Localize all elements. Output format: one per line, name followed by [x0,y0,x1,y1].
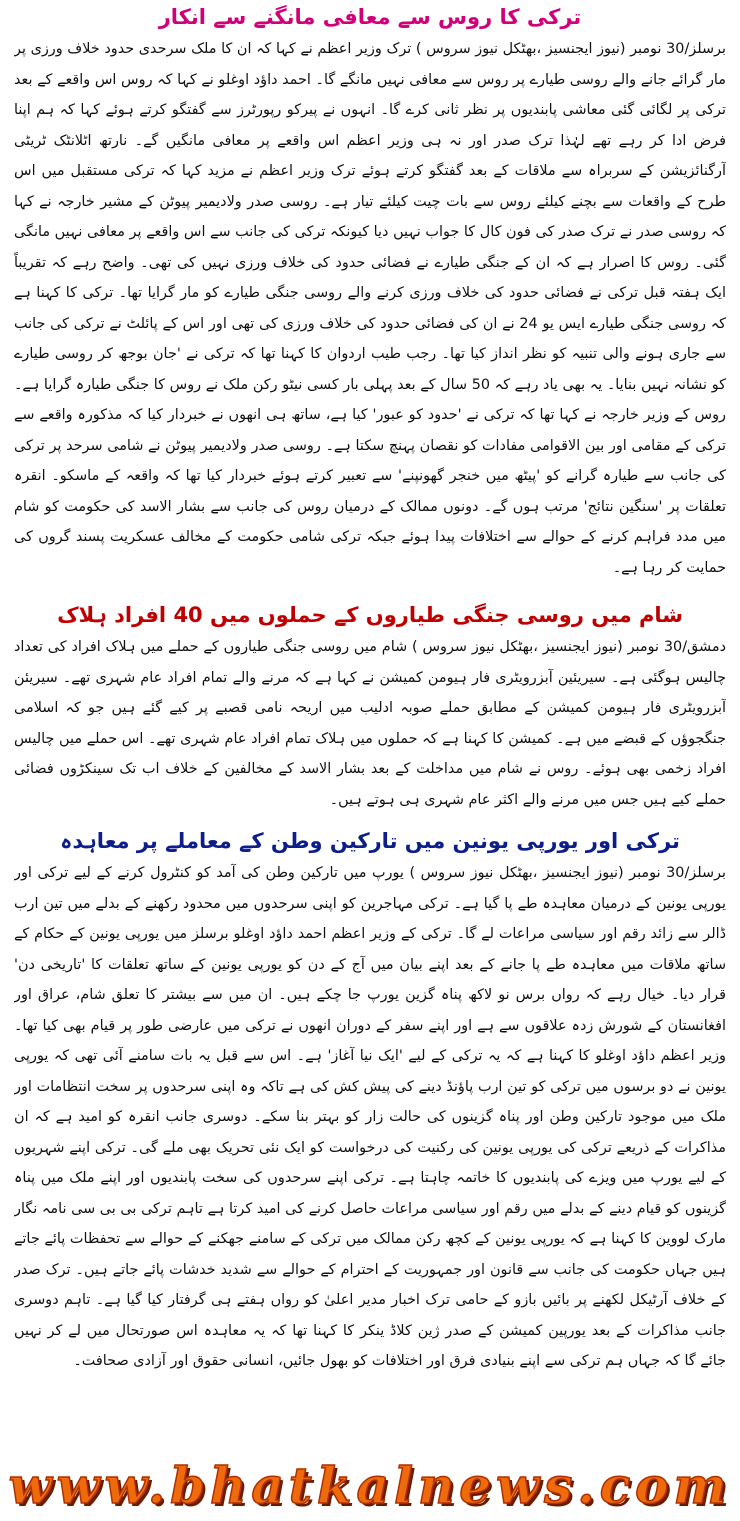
website-url: www.bhatkalnews.com [8,1456,732,1515]
website-footer [0,1451,740,1521]
article-headline: ترکی اور یورپی یونین میں تارکین وطن کے معاملے پر معاہدہ [60,829,680,853]
article-body: برسلز/30 نومبر (نیوز ایجنسیز ،بھٹکل نیوز سروس ) ترک وزیر اعظم نے کہا کہ ان کا ملک سرحدی حدود خلاف ورزی پر مار گرائے جانے والے روسی طیارے پر روس سے معافی نہیں مانگے گا۔ احمد داؤد اوغلو نے کہا کہ روس اس واقعے کے بعد ترکی پر لگائی گئی معاشی پابندیوں پر نظر ثانی کرے گا۔ انہوں نے پیرکو رپورٹرز سے گفتگو کرتے ہوئے کہا کہ ہم اپنا فرض ادا کر رہے تھے لہٰذا ترک صدر اور نہ ہی وزیر اعظم اس واقعے پر معافی مانگیں گے۔ نارتھ اٹلانٹک ٹریٹی آرگنائزیشن کے سربراہ سے ملاقات کے بعد گفتگو کرتے ہوئے ترک وزیر اعظم نے مزید کہا کہ ترکی مستقبل میں اس طرح کے واقعات سے بچنے کیلئے روس سے بات چیت کیلئے تیار ہے۔ روسی صدر ولادیمیر پیوٹن کے مشیر خارجہ نے کہا کہ روسی صدر نے ترک صدر کی فون کال کا جواب نہیں دیا کیونکہ ترکی کی جانب سے اس واقعے پر معافی نہیں مانگی گئی۔ روس کا اصرار ہے کہ ان کے جنگی طیارے نے فضائی حدود کی خلاف ورزی نہیں کی تھی۔ واضح رہے کہ تقریباً ایک ہفتہ قبل ترکی نے فضائی حدود کی خلاف ورزی کرنے والے روسی جنگی طیارے کو مار گرایا تھا۔ ترکی کا کہنا ہے کہ روسی جنگی طیارے ایس یو 24 نے ان کی فضائی حدود کی خلاف ورزی کی تھی اور اس کے پائلٹ نے ترکی کی جانب سے جاری ہونے والی تنبیہ کو نظر انداز کیا تھا۔ رجب طیب اردوان کا کہنا تھا کہ ترکی نے 'جان بوجھ کر روسی طیارے کو نشانہ نہیں بنایا۔ یہ بھی یاد رہے کہ 50 سال کے بعد پہلی بار کسی نیٹو رکن ملک نے روس کا جنگی طیارہ گرایا ہے۔ روس کے وزیر خارجہ نے کہا تھا کہ ترکی نے 'حدود کو عبور' کیا ہے، ساتھ ہی انھوں نے خبردار کیا کہ مذکورہ واقعے سے ترکی کے مقامی اور بین الاقوامی مفادات کو نقصان پہنچ سکتا ہے۔ روسی صدر ولادیمیر پیوٹن نے شامی سرحد پر ترکی کی جانب سے طیارہ گرانے کو 'پیٹھ میں خنجر گھونپنے' سے تعبیر کرتے ہوئے خبردار کیا تھا کہ واقعہ کے ماسکو۔ انقرہ تعلقات پر 'سنگین نتائج' مرتب ہوں گے۔ دونوں ممالک کے درمیان روس کی جانب سے بشار الاسد کی حکومت کو شام میں مدد فراہم کرنے کے حوالے سے اختلافات پیدا ہوئے جبکہ ترکی شامی حکومت کے مخالف عسکریت پسند گروں کی حمایت کر رہا ہے۔ [14,41,726,576]
article-headline: ترکی کا روس سے معافی مانگنے سے انکار [158,5,582,29]
article-body: دمشق/30 نومبر (نیوز ایجنسیز ،بھٹکل نیوز سروس ) شام میں روسی جنگی طیاروں کے حملے میں ہلاک افراد کی تعداد چالیس ہوگئی ہے۔ سیریئین آبزرویٹری فار ہیومن کمیشن نے کہا ہے کہ مرنے والے تمام افراد عام شہری تھے۔ سیریئن آبزرویٹری فار ہیومن کمیشن کے مطابق حملے صوبہ ادلیب میں اریحہ نامی قصبے پر کیے گئے ہیں جو کہ اسلامی جنگجوؤں کے قبضے میں ہے۔ کمیشن کا کہنا ہے کہ حملوں میں ہلاک تمام افراد عام شہری تھے۔ اس حملے میں چالیس افراد زخمی بھی ہوئے۔ روس نے شام میں مداخلت کے بعد بشار الاسد کے مخالفین کے خلاف اب تک سینکڑوں فضائی حملے کیے ہیں جس میں مرنے والے اکثر عام شہری ہی ہوتے ہیں۔ [14,639,726,808]
article-turkey-eu-migrant-deal [14,824,726,1466]
article-headline: شام میں روسی جنگی طیاروں کے حملوں میں 40 افراد ہلاک [57,603,683,627]
article-turkey-refuses-apology [14,0,726,592]
article-body: برسلز/30 نومبر (نیوز ایجنسیز ،بھٹکل نیوز سروس ) یورپ میں تارکین وطن کی آمد کو کنٹرول کرنے کے لیے ترکی اور یورپی یونین کے درمیان معاہدہ طے پا گیا ہے۔ ترکی مہاجرین کو اپنی سرحدوں میں محدود رکھنے کے بدلے میں تین ارب ڈالر سے زائد رقم اور سیاسی مراعات لے گا۔ ترکی کے وزیر اعظم احمد داؤد اوغلو برسلز میں یورپی یونین کے حکام کے ساتھ ملاقات میں معاہدہ طے پا جانے کے بعد اپنے بیان میں آج کے دن کو یورپی یونین کے ساتھ تعلقات کا 'تاریخی دن' قرار دیا۔ خیال رہے کہ رواں برس نو لاکھ پناہ گزین یورپ جا چکے ہیں۔ ان میں سے بیشتر کا تعلق شام، عراق اور افغانستان کے شورش زدہ علاقوں سے ہے اور اپنے سفر کے دوران انھوں نے ترکی میں عارضی طور پر قیام بھی کیا تھا۔ وزیر اعظم داؤد اوغلو کا کہنا ہے کہ یہ ترکی کے لیے 'ایک نیا آغاز' ہے۔ اس سے قبل یہ بات سامنے آئی تھی کہ یورپی یونین نے دو برسوں میں ترکی کو تین ارب پاؤنڈ دینے کی پیش کش کی ہے تاکہ وہ اپنی سرحدوں پر سخت انتظامات اور ملک میں موجود تارکین وطن اور پناہ گزینوں کی حالت زار کو بہتر بنا سکے۔ دوسری جانب انقرہ کو امید ہے کہ ان مذاکرات کے ذریعے ترکی کی یورپی یونین کی رکنیت کی درخواست کو ایک نئی تحریک بھی ملے گی۔ ترکی اپنے شہریوں کے لیے یورپ میں ویزے کی پابندیوں کا خاتمہ چاہتا ہے۔ ترکی اپنے سرحدوں کی سخت پابندیوں اور اپنے ملک میں پناہ گزینوں کو قیام دینے کے بدلے میں رقم اور سیاسی مراعات حاصل کرنے کی امید کرتا ہے تاہم ترکی بی بی سی نامہ نگار مارک لووین کا کہنا ہے کہ یورپی یونین کے کچھ رکن ممالک میں ترکی کے سامنے جھکنے کے حوالے سے تحفظات پائے جاتے ہیں جہاں حکومت کی جانب سے قانون اور جمہوریت کے احترام کے حوالے سے شدید خدشات پائے جاتے ہیں۔ ترک صدر کے خلاف آرٹیکل لکھنے پر بائیں بازو کے حامی ترک اخبار مدیر اعلیٰ کو رواں ہفتے ہی گرفتار کیا گیا ہے۔ تاہم دوسری جانب مذاکرات کے بعد یورپین کمیشن کے صدر ژین کلاڈ ینکر کا کہنا تھا کہ یہ معاہدہ اس صورتحال میں لے کر نہیں جائے گا کہ جہاں ہم ترکی سے اپنے بنیادی فرق اور اختلافات کو بھول جائیں، انسانی حقوق اور آزادی صحافت۔ [14,865,726,1369]
article-syria-airstrikes [14,598,726,820]
